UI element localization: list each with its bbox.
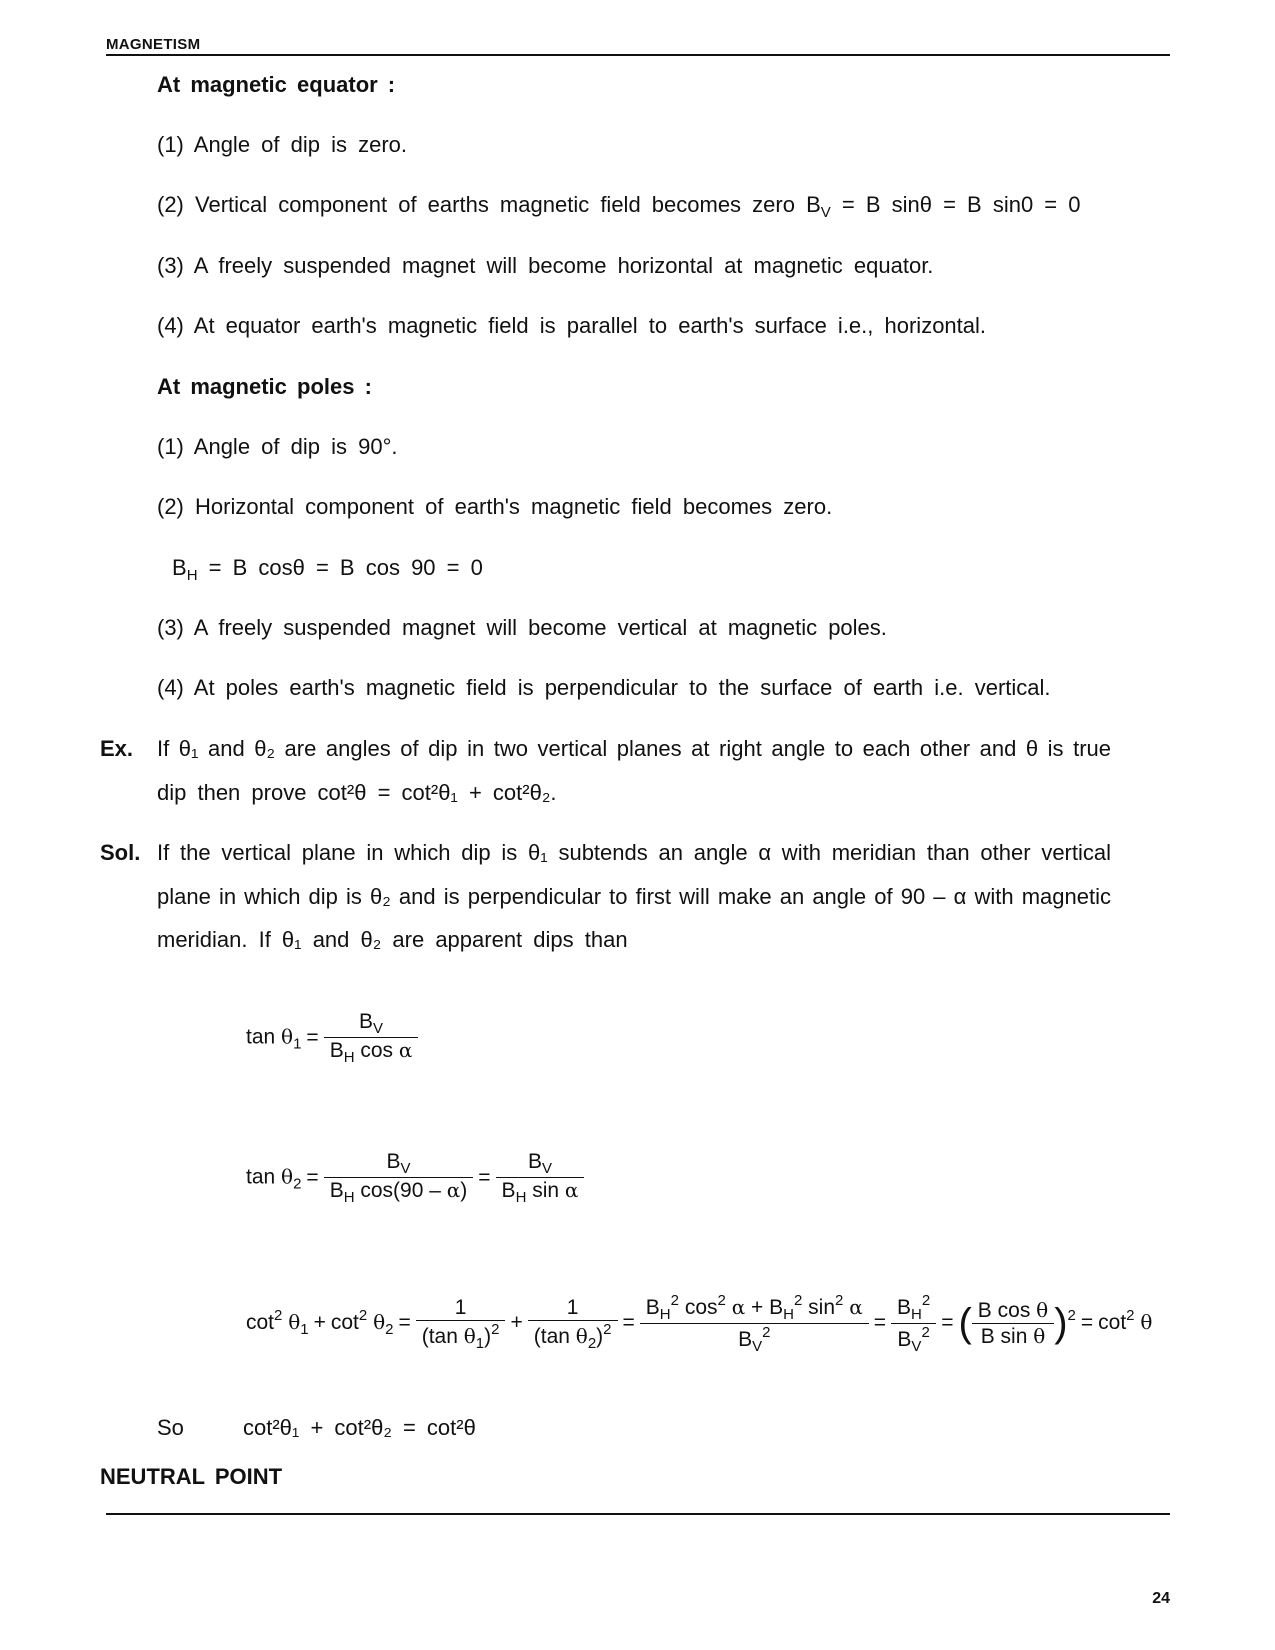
poles-item-1: (1) Angle of dip is 90°. bbox=[157, 434, 398, 459]
header-rule bbox=[106, 54, 1170, 56]
equation-tan-theta2: $\tan \theta_2$ = $\frac{B_V}{B_H \cos(90 - \alpha)}$ = $\frac{B_V}{B_H \sin \alpha}$ bbox=[246, 1150, 584, 1206]
poles-item-3: (3) A freely suspended magnet will become vertical at magnetic poles. bbox=[157, 615, 887, 640]
equator-item-2: (2) Vertical component of earths magnetic field becomes zero $B_V = B$ sinθ = B sin0 = 0 bbox=[157, 192, 1081, 221]
solution-line-3: meridian. If θ₁ and θ₂ are apparent dips than bbox=[157, 927, 628, 952]
so-label: So bbox=[157, 1415, 184, 1440]
example-label: Ex. bbox=[100, 736, 134, 761]
poles-item-4: (4) At poles earth's magnetic field is perpendicular to the surface of earth i.e. vertical. bbox=[157, 675, 1051, 700]
equator-item-4: (4) At equator earth's magnetic field is parallel to earth's surface i.e., horizontal. bbox=[157, 313, 987, 338]
equator-heading: At magnetic equator : bbox=[157, 72, 396, 97]
so-equation: cot²θ₁ + cot²θ₂ = cot²θ bbox=[243, 1415, 476, 1440]
poles-heading: At magnetic poles : bbox=[157, 374, 372, 399]
example-line-1: If θ₁ and θ₂ are angles of dip in two vertical planes at right angle to each other and θ is true bbox=[157, 736, 1111, 761]
running-header: MAGNETISM bbox=[106, 36, 201, 53]
equation-tan-theta1: $\tan \theta_1$ = $\frac{B_V}{B_H \cos \alpha}$ bbox=[246, 1010, 418, 1066]
solution-label: Sol. bbox=[100, 840, 141, 865]
page-number: 24 bbox=[1152, 1590, 1170, 1607]
example-line-2: dip then prove cot²θ = cot²θ₁ + cot²θ₂. bbox=[157, 780, 557, 805]
equator-item-1: (1) Angle of dip is zero. bbox=[157, 132, 408, 157]
solution-line-1: If the vertical plane in which dip is θ₁ subtends an angle α with meridian than other vertical bbox=[157, 840, 1111, 865]
bh-equation: $B_H = B$ cosθ = B cos 90 = 0 bbox=[172, 555, 483, 584]
solution-line-2: plane in which dip is θ₂ and is perpendicular to first will make an angle of 90 – α with magnetic bbox=[157, 884, 1111, 909]
poles-item-2: (2) Horizontal component of earth's magnetic field becomes zero. bbox=[157, 494, 833, 519]
equator-item-3: (3) A freely suspended magnet will become horizontal at magnetic equator. bbox=[157, 253, 934, 278]
footer-rule bbox=[106, 1513, 1170, 1515]
equation-cot-sum: $\cot^2 \theta_1 + \cot^2 \theta_2$ = $\frac{1}{(\tan \theta_1)^2}$ + $\frac{1}{(\tan \theta_2)^2}$ = $\frac{B_H^2 \cos^2 \alpha + B_H^2 \sin^2 \alpha}{B_V^2}$ = $\frac{B_H^2}{B_V^2}$ = ( $\frac{\text{B cos θ}}{\text{B sin θ}}$ )$^2 = \cot^2 \theta$ bbox=[246, 1292, 1153, 1355]
neutral-point-heading: NEUTRAL POINT bbox=[100, 1464, 283, 1489]
